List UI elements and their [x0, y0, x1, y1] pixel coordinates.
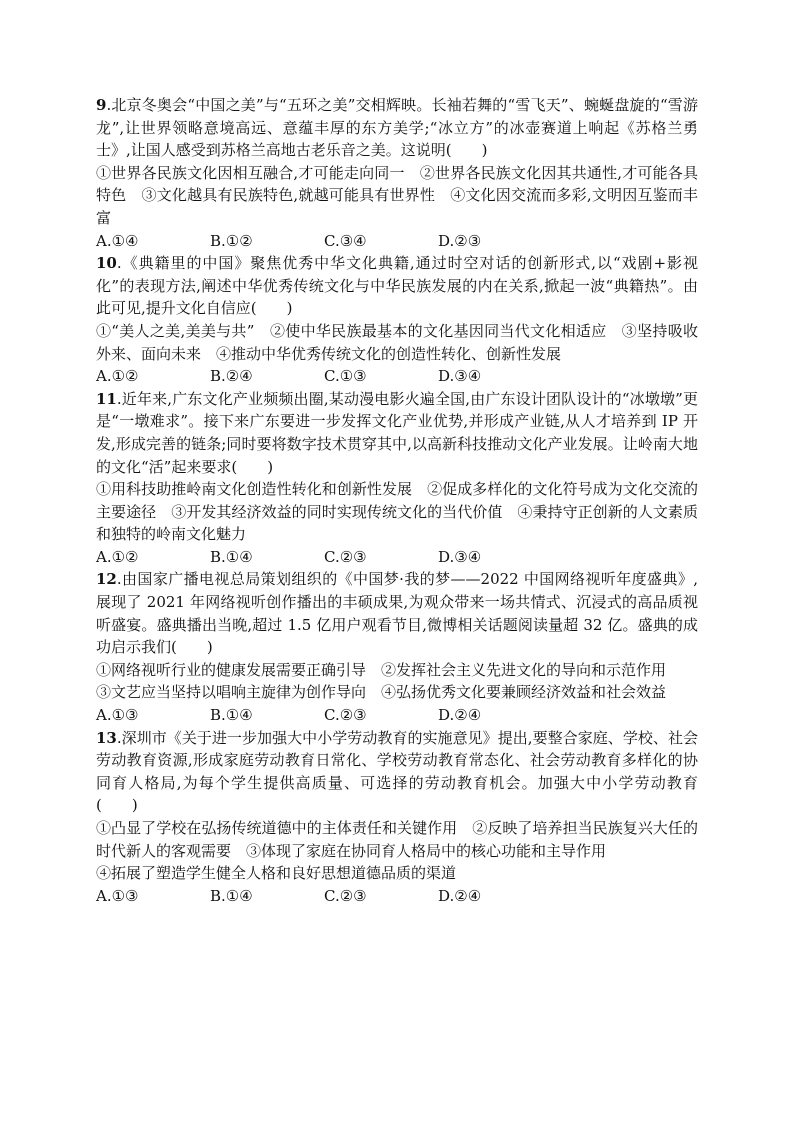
question-stem: [96, 388, 698, 478]
question-9: [96, 94, 698, 252]
statements: ①世界各民族文化因相互融合,才可能走向同一 ②世界各民族文化因其共通性,才可能各具特色 ③文化越具有民族特色,就越可能具有世界性 ④文化因交流而多彩,文明因互鉴而丰富: [96, 163, 698, 227]
option-b: B.①④: [210, 886, 253, 905]
statements: ①网络视听行业的健康发展需要正确引导 ②发挥社会主义先进文化的导向和示范作用: [96, 660, 667, 679]
question-stem: [96, 252, 698, 320]
option-c: C.①③: [324, 367, 367, 386]
statements: ①用科技助推岭南文化创造性转化和创新性发展 ②促成多样化的文化符号成为文化交流的主要途径 ③开发其经济效益的同时实现传统文化的当代价值 ④秉持守正创新的人文素质和独特的岭南文化魅力: [96, 480, 698, 544]
question-text: .北京冬奥会“中国之美”与“五环之美”交相辉映。长袖若舞的“雪飞天”、蜿蜒盘旋的“雪游龙”,让世界领略意境高远、意蕴丰厚的东方美学;“冰立方”的冰壶赛道上响起《苏格兰勇士》,让国人感受到苏格兰高地古老乐音之美。这说明( ): [96, 96, 698, 160]
question-text: .近年来,广东文化产业频频出圈,某动漫电影火遍全国,由广东设计团队设计的“冰墩墩”更是“一墩难求”。接下来广东要进一步发挥文化产业优势,并形成产业链,从人才培养到 IP 开发,形成完善的链条;同时要将数字技术贯穿其中,以高新科技推动文化产业发展。让岭南大地的文化“活”起来要求( ): [96, 389, 698, 476]
option-d: D.③④: [438, 547, 482, 566]
option-a: A.①②: [96, 367, 139, 386]
answer-options: [96, 546, 698, 569]
question-text: .《典籍里的中国》聚焦优秀中华文化典籍,通过时空对话的创新形式,以“戏剧+影视化”的表现方法,阐述中华优秀传统文化与中华民族发展的内在关系,掀起一波“典籍热”。由此可见,提升文化自信应( ): [96, 254, 698, 318]
option-d: D.②④: [438, 886, 482, 905]
answer-options: [96, 704, 698, 727]
question-text: .由国家广播电视总局策划组织的《中国梦·我的梦——2022 中国网络视听年度盛典》,展现了 2021 年网络视听创作播出的丰硕成果,为观众带来一场共情式、沉浸式的高品质视听盛宴。盛典播出当晚,超过 1.5 亿用户观看节目,微博相关话题阅读量超 32 亿。盛典的成功启示我们( ): [96, 570, 698, 657]
option-d: D.②③: [438, 231, 482, 250]
option-b: B.①②: [210, 231, 253, 250]
option-c: C.③④: [324, 231, 367, 250]
option-b: B.①④: [210, 706, 253, 725]
option-a: A.①④: [96, 231, 139, 250]
question-number: 10: [96, 254, 117, 273]
answer-options: [96, 885, 698, 908]
option-c: C.②③: [324, 547, 367, 566]
option-a: A.①③: [96, 886, 139, 905]
question-text: .深圳市《关于进一步加强大中小学劳动教育的实施意见》提出,要整合家庭、学校、社会劳动教育资源,形成家庭劳动教育日常化、学校劳动教育常态化、社会劳动教育多样化的协同育人格局,为每个学生提供高质量、可选择的劳动教育机会。加强大中小学劳动教育 ( ): [96, 728, 744, 815]
option-b: B.②④: [210, 367, 253, 386]
statements: ③文艺应当坚持以唱响主旋律为创作导向 ④弘扬优秀文化要兼顾经济效益和社会效益: [96, 683, 667, 702]
question-number: 9: [96, 96, 107, 114]
question-stem: [96, 94, 698, 162]
question-10: [96, 252, 698, 388]
question-stem: [96, 568, 698, 658]
option-d: D.③④: [438, 367, 482, 386]
option-b: B.①④: [210, 547, 253, 566]
option-d: D.②④: [438, 706, 482, 725]
question-13: [96, 727, 744, 908]
statements: ④拓展了塑造学生健全人格和良好思想道德品质的渠道: [96, 864, 457, 883]
option-a: A.①③: [96, 706, 139, 725]
question-12: [96, 568, 698, 726]
question-number: 11: [96, 389, 117, 408]
statements: ①“美人之美,美美与共” ②使中华民族最基本的文化基因同当代文化相适应 ③坚持吸收外来、面向未来 ④推动中华优秀传统文化的创造性转化、创新性发展: [96, 321, 698, 363]
answer-options: [96, 365, 698, 388]
option-a: A.①②: [96, 547, 139, 566]
question-11: [96, 388, 698, 569]
option-c: C.②③: [324, 886, 367, 905]
statements: ①凸显了学校在弘扬传统道德中的主体责任和关键作用 ②反映了培养担当民族复兴大任的时代新人的客观需要 ③体现了家庭在协同育人格局中的核心功能和主导作用: [96, 819, 698, 860]
question-stem: [96, 727, 744, 817]
answer-options: [96, 230, 698, 253]
question-number: 12: [96, 570, 117, 589]
question-number: 13: [96, 728, 117, 747]
option-c: C.②③: [324, 706, 367, 725]
